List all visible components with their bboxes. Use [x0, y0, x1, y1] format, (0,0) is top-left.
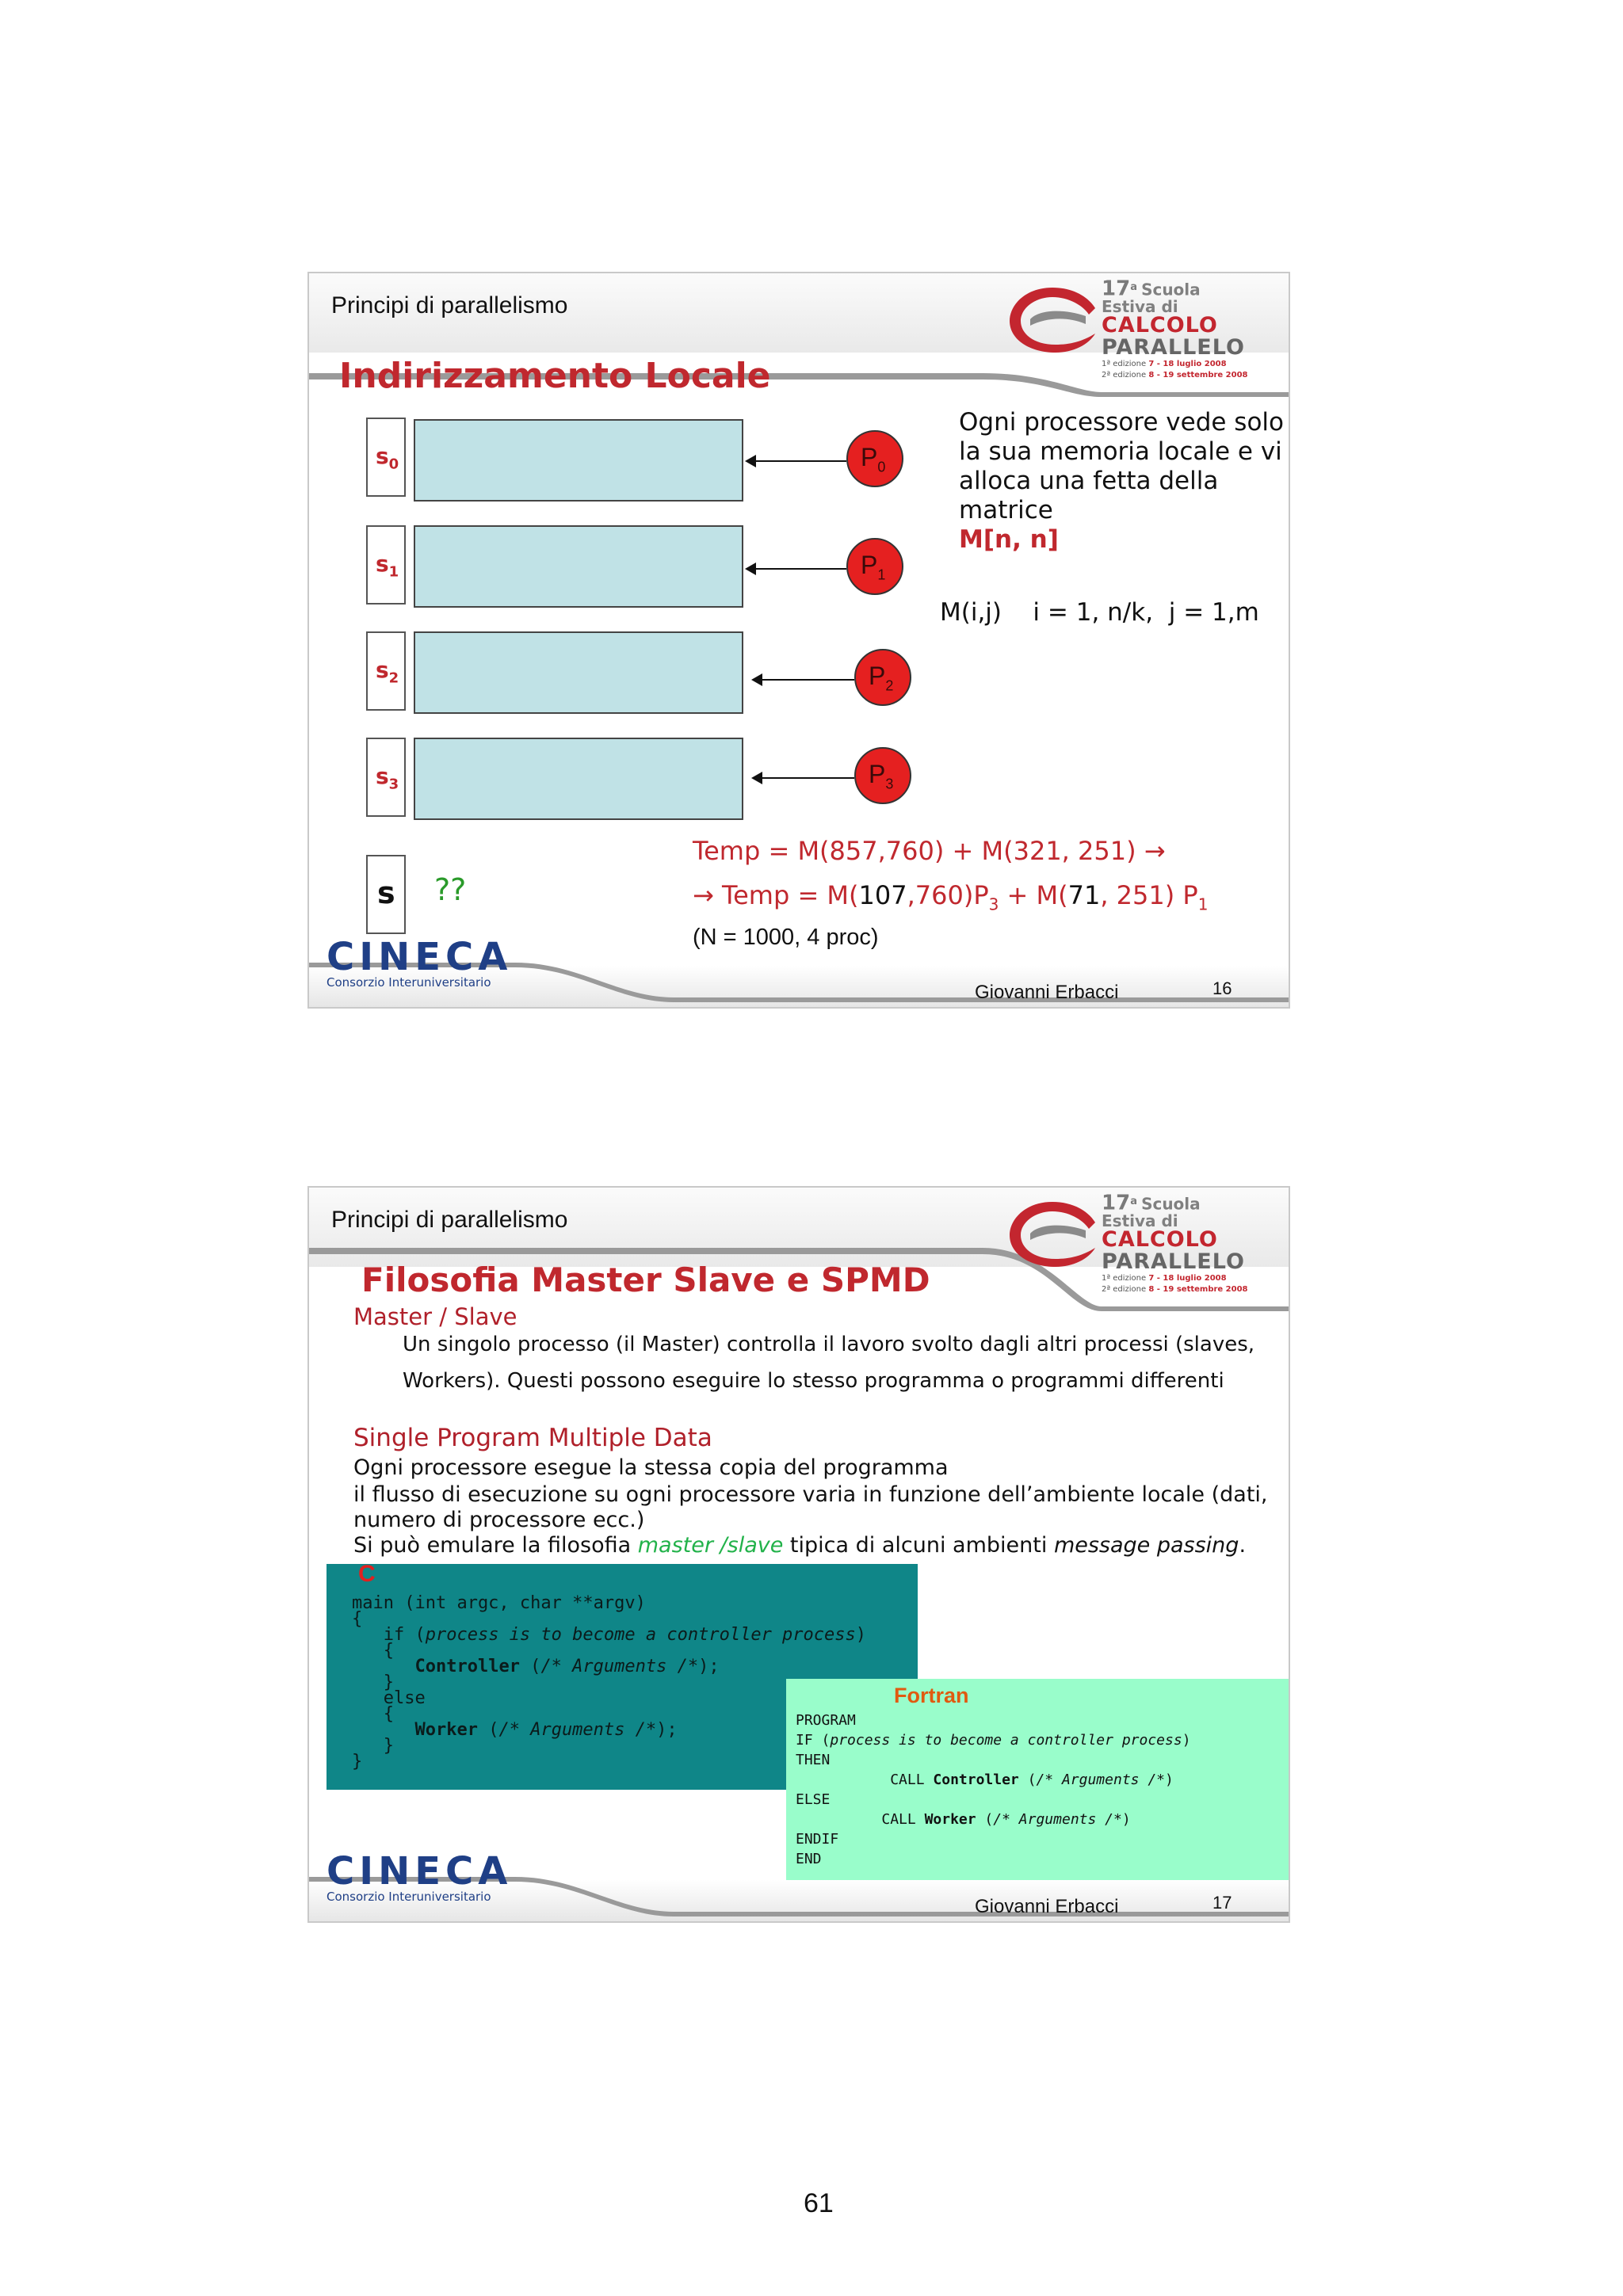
- cineca-subtitle: Consorzio Interuniversitario: [327, 1890, 491, 1904]
- processor-3: [854, 747, 911, 804]
- master-slave-line-1: Un singolo processo (il Master) controlla il lavoro svolto dagli altri processi (slaves,: [403, 1333, 1255, 1356]
- logo-edition2-date: 8 - 19 settembre 2008: [1148, 371, 1248, 380]
- temp-value: 71: [1067, 880, 1101, 910]
- master-slave-heading: Master / Slave: [353, 1303, 517, 1330]
- problem-size: (N = 1000, 4 proc): [693, 925, 879, 950]
- memory-block-1: [414, 525, 743, 608]
- arrow-line: [758, 679, 854, 681]
- spmd-line-3: numero di processore ecc.): [353, 1508, 645, 1532]
- temp-sub: 3: [988, 894, 999, 914]
- author: Giovanni Erbacci: [975, 982, 1119, 1003]
- master-slave-line-2: Workers). Questi possono eseguire lo stesso programma o programmi differenti: [403, 1369, 1224, 1393]
- temp-line-2: [693, 880, 1208, 913]
- fortran-label: Fortran: [894, 1684, 969, 1707]
- segment-letter: s: [376, 551, 389, 577]
- logo-parallelo: PARALLELO: [1102, 335, 1245, 360]
- temp-part: ,760)P: [907, 880, 989, 910]
- matrix-highlight: M[n, n]: [959, 525, 1059, 554]
- master-slave-term: master /slave: [637, 1533, 784, 1558]
- temp-part: , 251) P: [1100, 880, 1198, 910]
- logo-parallelo: PARALLELO: [1102, 1249, 1245, 1275]
- logo-edition2-label: 2ª edizione: [1102, 371, 1147, 380]
- school-logo: [1102, 1192, 1284, 1295]
- slide-number: 16: [1212, 978, 1232, 998]
- arrow-line: [750, 568, 846, 570]
- school-logo-icon: [1006, 281, 1098, 357]
- segment-sub: 1: [388, 563, 399, 581]
- logo-sup: a: [1130, 1196, 1137, 1207]
- processor-letter: P: [869, 662, 886, 690]
- description-text: Ogni processore vede solo la sua memoria locale e vi alloca una fetta della matrice: [959, 408, 1284, 524]
- page-number: 61: [804, 2188, 834, 2218]
- spmd-text: tipica di alcuni ambienti: [783, 1533, 1054, 1558]
- school-logo-icon: [1006, 1196, 1098, 1271]
- author: Giovanni Erbacci: [975, 1896, 1119, 1917]
- c-label: C: [358, 1561, 376, 1587]
- segment-label-0: [366, 418, 406, 497]
- processor-sub: 2: [885, 677, 894, 694]
- spmd-line-4: [353, 1533, 1246, 1558]
- message-passing-term: message passing: [1053, 1533, 1239, 1558]
- temp-line-1: Temp = M(857,760) + M(321, 251) →: [693, 836, 1166, 866]
- processor-sub: 1: [877, 566, 886, 583]
- logo-calcolo: CALCOLO: [1102, 313, 1218, 338]
- cineca-subtitle: Consorzio Interuniversitario: [327, 975, 491, 990]
- logo-scuola: Scuola: [1141, 280, 1201, 299]
- logo-sup: a: [1130, 281, 1137, 293]
- segment-letter: s: [376, 657, 389, 683]
- segment-letter: s: [376, 443, 389, 469]
- logo-edition1-date: 7 - 18 luglio 2008: [1148, 360, 1227, 369]
- processor-2: [854, 649, 911, 706]
- spmd-line-1: Ogni processore esegue la stessa copia del programma: [353, 1455, 949, 1480]
- school-logo: [1102, 278, 1284, 381]
- segment-label-3: [366, 738, 406, 817]
- memory-block-2: [414, 631, 743, 714]
- logo-estiva: Estiva di: [1102, 1211, 1178, 1231]
- c-code: main (int argc, char **argv) { if (process is to become a controller process) { Controller (/* Arguments /*); } else { Worker (/* Arguments /*); } }: [352, 1593, 867, 1772]
- temp-part: + M(: [999, 880, 1068, 910]
- shared-segment-label: s: [366, 855, 406, 934]
- slide-number: 17: [1212, 1893, 1232, 1913]
- description: [959, 408, 1290, 555]
- processor-letter: P: [861, 443, 878, 471]
- logo-edition1-label: 1ª edizione: [1102, 360, 1147, 369]
- temp-part: → Temp = M(: [693, 880, 859, 910]
- logo-number: 17: [1102, 1191, 1131, 1215]
- spmd-text: Si può emulare la filosofia: [353, 1533, 638, 1558]
- processor-letter: P: [869, 760, 886, 788]
- slide-16: [307, 272, 1290, 1009]
- processor-letter: P: [861, 551, 878, 579]
- cineca-wordmark: CINECA: [327, 935, 513, 979]
- processor-1: [846, 538, 903, 595]
- segment-letter: s: [376, 763, 389, 789]
- logo-scuola: Scuola: [1141, 1194, 1201, 1214]
- slide-title: Indirizzamento Locale: [339, 356, 771, 396]
- memory-block-3: [414, 738, 743, 820]
- processor-sub: 3: [885, 776, 894, 792]
- processor-sub: 0: [877, 459, 886, 475]
- arrow-left-icon: [751, 673, 762, 686]
- logo-calcolo: CALCOLO: [1102, 1227, 1218, 1253]
- segment-sub: 3: [388, 776, 399, 793]
- arrow-left-icon: [745, 563, 756, 575]
- arrow-left-icon: [751, 772, 762, 784]
- logo-edition2-date: 8 - 19 settembre 2008: [1148, 1285, 1248, 1295]
- memory-block-0: [414, 419, 743, 502]
- processor-0: [846, 430, 903, 487]
- logo-number: 17: [1102, 277, 1131, 301]
- spmd-line-2: il flusso di esecuzione su ogni processore varia in funzione dell’ambiente locale (dati,: [353, 1482, 1268, 1507]
- segment-sub: 2: [388, 669, 399, 687]
- cineca-logo: [327, 935, 513, 990]
- segment-label-1: [366, 525, 406, 605]
- slide-17: [307, 1186, 1290, 1923]
- arrow-line: [758, 777, 854, 779]
- cineca-logo: [327, 1849, 513, 1904]
- fortran-code: PROGRAM IF (process is to become a controller process) THEN CALL Controller (/* Arguments /*) ELSE CALL Worker (/* Arguments /*) ENDIF END: [796, 1712, 1191, 1867]
- logo-edition1-date: 7 - 18 luglio 2008: [1148, 1274, 1227, 1283]
- slide-title: Filosofia Master Slave e SPMD: [361, 1261, 930, 1299]
- segment-sub: 0: [388, 456, 399, 473]
- logo-edition2-label: 2ª edizione: [1102, 1285, 1147, 1295]
- temp-value: 107: [858, 880, 907, 910]
- index-formula: M(i,j) i = 1, n/k, j = 1,m: [940, 598, 1259, 627]
- arrow-line: [750, 460, 846, 462]
- question-marks: ??: [434, 872, 467, 907]
- segment-label-2: [366, 631, 406, 711]
- spmd-text: .: [1239, 1533, 1247, 1558]
- spmd-heading: Single Program Multiple Data: [353, 1424, 712, 1452]
- logo-edition1-label: 1ª edizione: [1102, 1274, 1147, 1283]
- arrow-left-icon: [745, 455, 756, 467]
- cineca-wordmark: CINECA: [327, 1849, 513, 1894]
- temp-sub: 1: [1197, 894, 1209, 914]
- header-title: Principi di parallelismo: [331, 292, 568, 318]
- logo-estiva: Estiva di: [1102, 297, 1178, 317]
- header-title: Principi di parallelismo: [331, 1207, 568, 1233]
